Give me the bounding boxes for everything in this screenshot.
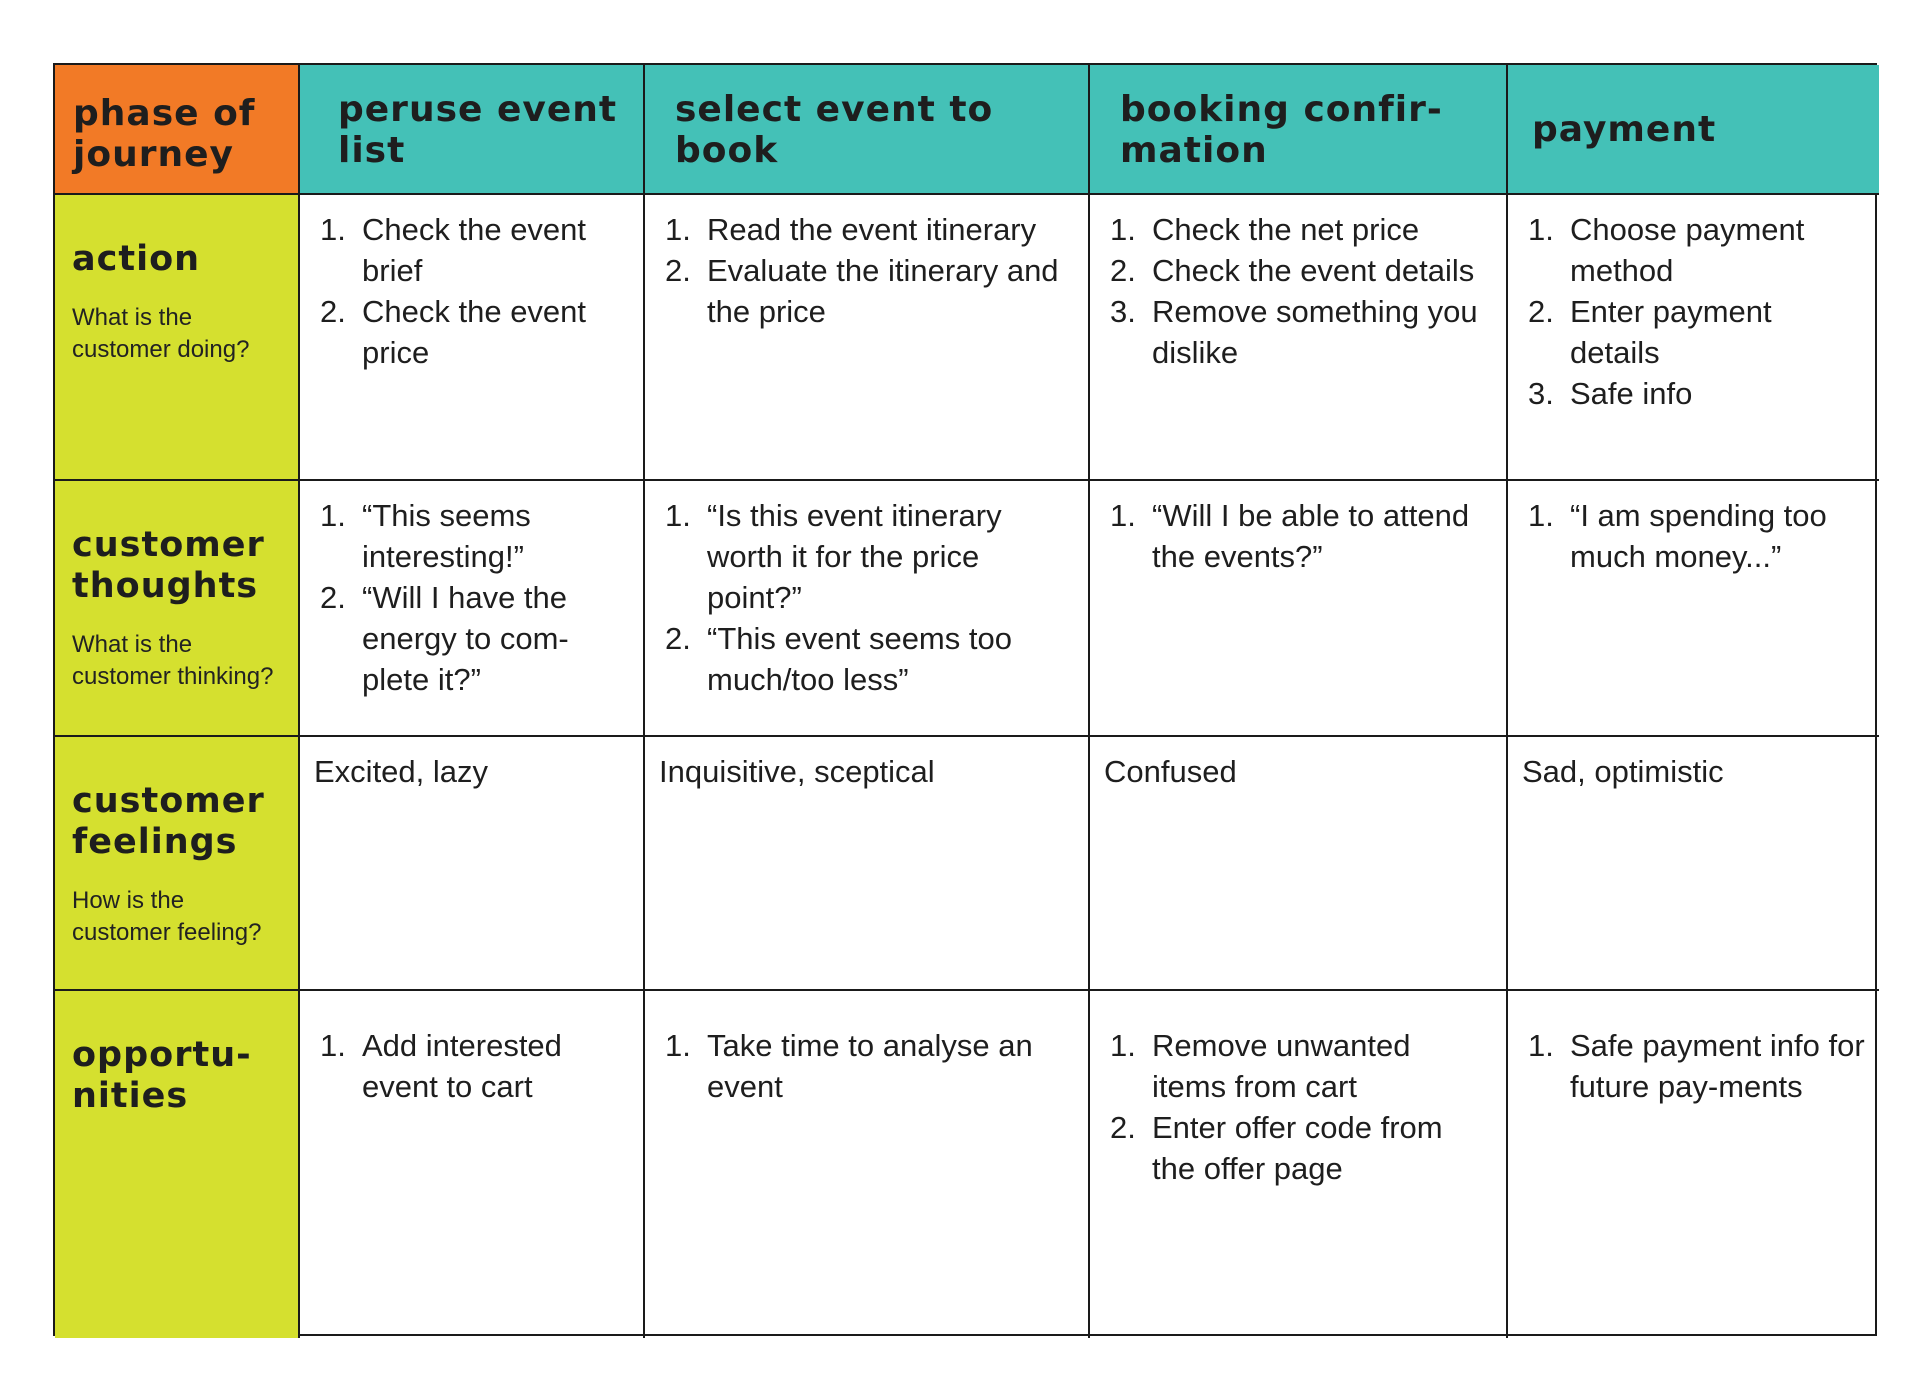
row-title: customer thoughts <box>72 525 265 606</box>
row-title: opportu-nities <box>72 1035 252 1116</box>
list-item: Enter payment details <box>1570 294 1772 370</box>
list-item: “This event seems too much/too less” <box>707 621 1012 697</box>
opportunities-cell-payment <box>1508 991 1879 1338</box>
thoughts-cell-peruse <box>300 481 645 737</box>
action-cell-confirmation <box>1090 195 1508 481</box>
list-item: Safe info <box>1570 376 1693 411</box>
list-item: “Will I be able to attend the events?” <box>1152 498 1470 574</box>
list-item: Remove unwanted items from cart <box>1152 1028 1411 1104</box>
thoughts-cell-confirmation <box>1090 481 1508 737</box>
feelings-cell-payment: Sad, optimistic <box>1508 737 1879 991</box>
row-title: customer feelings <box>72 781 265 862</box>
action-cell-payment <box>1508 195 1879 481</box>
phase-header-peruse <box>300 65 645 195</box>
row-header-opportunities <box>55 991 300 1338</box>
list-item: Check the event brief <box>362 212 587 288</box>
row-header-thoughts <box>55 481 300 737</box>
phase-label: booking confir-mation <box>1120 89 1443 171</box>
corner-label: phase of journey <box>73 93 256 175</box>
list-item: Enter offer code from the offer page <box>1152 1110 1443 1186</box>
customer-journey-map <box>53 63 1877 1336</box>
row-question: How is the customer feeling? <box>72 887 262 946</box>
list-item: Remove something you dislike <box>1152 294 1478 370</box>
feelings-cell-peruse: Excited, lazy <box>300 737 645 991</box>
thoughts-cell-payment <box>1508 481 1879 737</box>
action-cell-select <box>645 195 1090 481</box>
row-title: action <box>72 239 201 279</box>
row-question: What is the customer doing? <box>72 304 250 363</box>
thoughts-cell-select <box>645 481 1090 737</box>
phase-label: select event to book <box>675 89 994 171</box>
row-header-feelings <box>55 737 300 991</box>
phase-label: payment <box>1532 109 1717 150</box>
list-item: “Will I have the energy to com-plete it?” <box>362 580 569 697</box>
action-cell-peruse <box>300 195 645 481</box>
opportunities-cell-peruse <box>300 991 645 1338</box>
phase-header-payment <box>1508 65 1879 195</box>
list-item: Add interested event to cart <box>362 1028 562 1104</box>
list-item: “Is this event itinerary worth it for the price point?” <box>707 498 1002 615</box>
list-item: “This seems interesting!” <box>362 498 531 574</box>
list-item: Choose payment method <box>1570 212 1805 288</box>
phase-header-confirmation <box>1090 65 1508 195</box>
corner-header <box>55 65 300 195</box>
list-item: Check the event price <box>362 294 587 370</box>
list-item: Safe payment info for future pay-ments <box>1570 1028 1865 1104</box>
list-item: Check the net price <box>1152 212 1420 247</box>
phase-label: peruse event list <box>338 89 618 171</box>
phase-header-select <box>645 65 1090 195</box>
feelings-cell-select: Inquisitive, sceptical <box>645 737 1090 991</box>
feelings-cell-confirmation: Confused <box>1090 737 1508 991</box>
opportunities-cell-select <box>645 991 1090 1338</box>
list-item: Take time to analyse an event <box>707 1028 1033 1104</box>
list-item: Read the event itinerary <box>707 212 1037 247</box>
list-item: Evaluate the itinerary and the price <box>707 253 1059 329</box>
opportunities-cell-confirmation <box>1090 991 1508 1338</box>
list-item: “I am spending too much money...” <box>1570 498 1827 574</box>
row-question: What is the customer thinking? <box>72 631 274 690</box>
row-header-action <box>55 195 300 481</box>
list-item: Check the event details <box>1152 253 1475 288</box>
